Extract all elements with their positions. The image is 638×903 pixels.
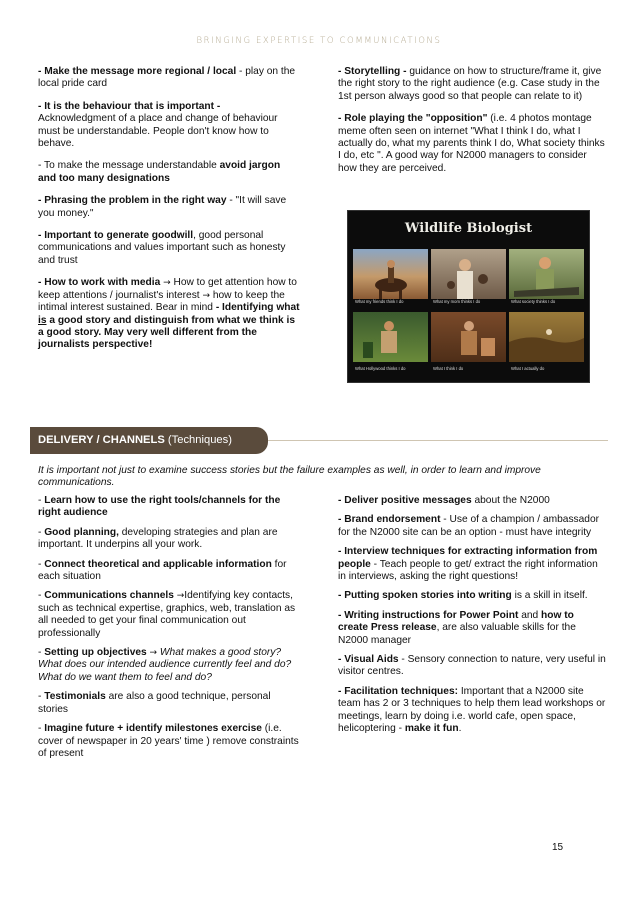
left-column-bottom [38,495,300,767]
page-number: 15 [552,842,564,853]
paragraph-behaviour: - It is the behaviour that is important - Acknowledgment of a place and change of behaviour must be understandable. People don't know how to behave. [38,100,278,150]
paragraph-planning: - Good planning, developing strategies and plan are important. It underpins all your work. [38,526,278,551]
arrow-icon: → [149,648,158,659]
paragraph-jargon: - To make the message understandable avoid jargon and too many designations [38,160,281,184]
section-intro: It is important not just to examine success stories but the failure examples as well, in order to learn and improve communications. [38,465,541,489]
meme-caption: What my friends think I do [355,299,404,304]
meme-caption: What my mom thinks I do [433,299,481,304]
left-column-top [38,66,300,362]
paragraph-objectives: - Setting up objectives → What makes a good story? What does our intended audience currently feel and do? What do we want them to feel and do? [38,647,292,683]
meme-photo-hollywood [353,312,428,362]
field-grass-illustration [509,312,584,362]
meme-photo-society [509,249,584,299]
paragraph-spoken-stories: - Putting spoken stories into writing is a skill in itself. [338,590,588,602]
meme-caption: What Hollywood thinks I do [355,366,406,371]
right-column-top [338,66,606,185]
section-heading-delivery-channels: DELIVERY / CHANNELS (Techniques) [30,427,268,454]
paragraph-positive-messages: - Deliver positive messages about the N2000 [338,495,550,506]
paragraph-imagine-future: - Imagine future + identify milestones exercise (i.e. cover of newspaper in 20 years' time ) remove constraints of present [38,723,299,759]
meme-photo-actual [509,312,584,362]
paragraph-channels: - Communications channels →Identifying key contacts, such as technical expertise, graphics, web, translation as all needed to get your final communication out professionally [38,590,296,639]
wildlife-biologist-meme-image [347,210,590,383]
meme-title: Wildlife Biologist [404,221,533,236]
meme-caption: What society thinks I do [511,299,556,304]
arrow-icon: → [176,591,185,602]
paragraph-tools: - Learn how to use the right tools/channels for the right audience [38,495,281,519]
meme-photo-friends [353,249,428,299]
paragraph-role-playing: - Role playing the "opposition" (i.e. 4 photos montage meme often seen on internet "What I think I do, what I actually do, what my parents think I do, What society thinks I do, etc ". A good way for N2000 managers to consider how they are perceived. [338,113,605,174]
paragraph-goodwill: - Important to generate goodwill, good personal communications and values important such as honesty and trust [38,230,286,266]
arrow-icon: → [163,278,171,289]
woman-with-monkeys-illustration [431,249,506,299]
paragraph-regional: - Make the message more regional / local - play on the local pride card [38,66,296,90]
paragraph-phrasing: - Phrasing the problem in the right way - "It will save you money." [38,195,287,219]
paragraph-testimonials: - Testimonials are also a good technique, personal stories [38,691,271,715]
explorer-illustration [353,312,428,362]
paragraph-connect: - Connect theoretical and applicable information for each situation [38,558,287,583]
arrow-icon: → [202,290,211,301]
paragraph-media: - How to work with media → How to get attention how to keep attentions / journalist's interest → how to keep the intimal interest sustained. Bear in mind - Identifying what is a good story and distinguish from what we think is a good story. May very well different from the journalists perspective! [38,277,300,351]
meme-photo-mom [431,249,506,299]
meme-photo-think [431,312,506,362]
paragraph-facilitation: - Facilitation techniques: Important that a N2000 site team has 2 or 3 techniques to help them lead workshops or meetings, learn by doing i.e. world cafe, open space, helicoptering - make it fun. [338,685,606,735]
lab-researcher-illustration [431,312,506,362]
paragraph-visual-aids: - Visual Aids - Sensory connection to nature, very useful in visitor centres. [338,654,606,678]
meme-caption: What I actually do [511,366,545,371]
paragraph-storytelling: - Storytelling - guidance on how to structure/frame it, give the right story to the right audience (e.g. Case study in the 1st person always good so that people can relate to it) [338,66,602,102]
man-with-crocodile-illustration [509,249,584,299]
running-header: BRINGING EXPERTISE TO COMMUNICATIONS [196,36,442,46]
paragraph-interview: - Interview techniques for extracting information from people - Teach people to get/ extract the right information in interviews, asking the right questions! [338,546,598,583]
paragraph-brand-endorsement: - Brand endorsement - Use of a champion / ambassador for the N2000 site can be an option - must have integrity [338,514,600,538]
section-divider [268,440,608,441]
meme-caption: What I think I do [433,366,464,371]
right-column-bottom [338,495,606,743]
horse-rider-illustration [353,249,428,299]
paragraph-powerpoint: - Writing instructions for Power Point and how to create Press release, are also valuable skills for the N2000 manager [338,609,576,646]
